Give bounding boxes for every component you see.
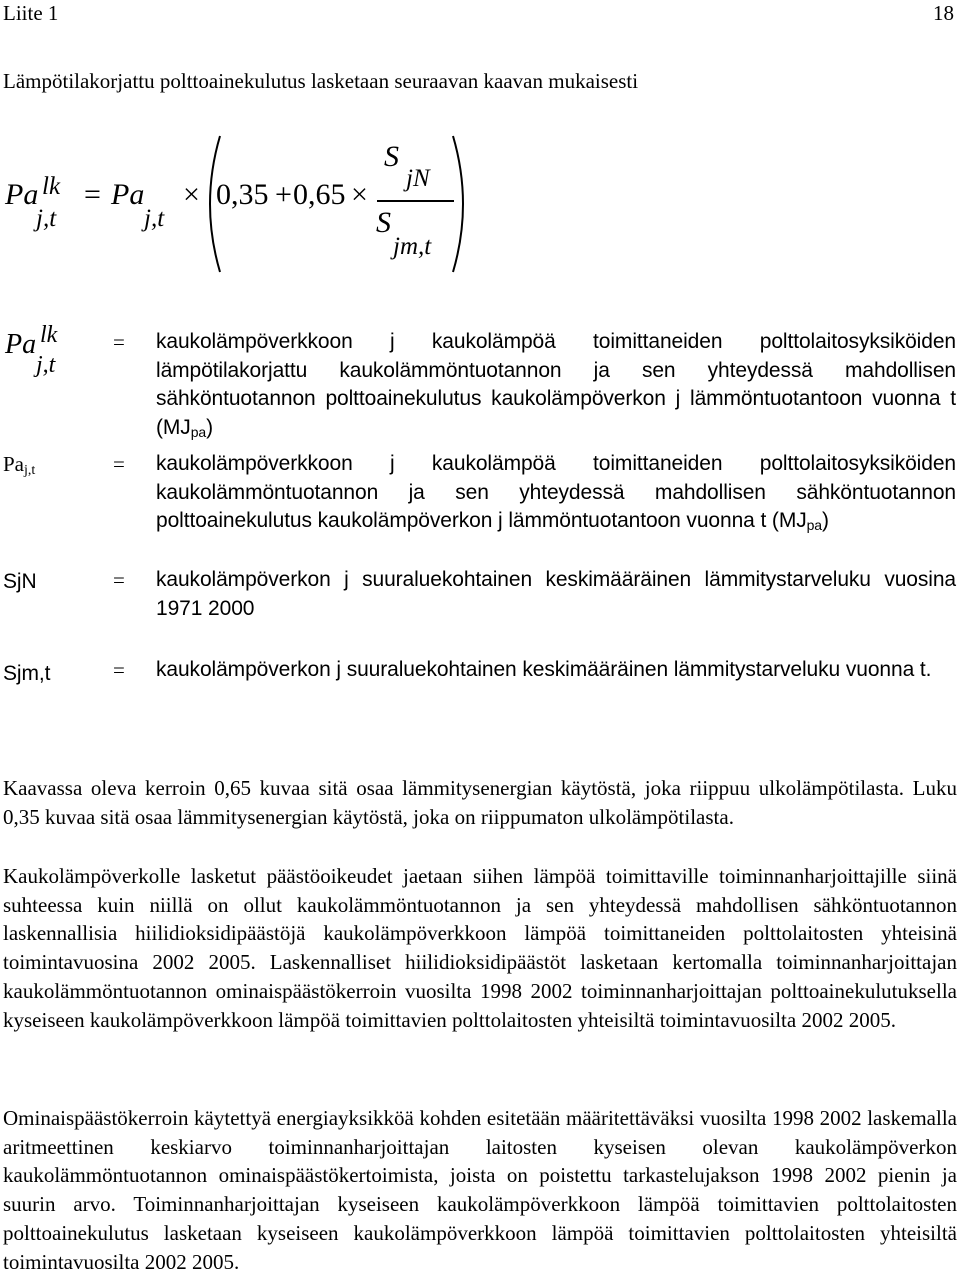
def1-unit-sub: pa [190, 424, 207, 441]
formula-lhs-sub: j,t [36, 205, 57, 232]
paragraph-coefficient: Kaavassa oleva kerroin 0,65 kuvaa sitä osaa lämmitysenergian käytöstä, joka riippuu ulkolämpötilasta. Luku 0,35 kuvaa sitä osaa lämmitysenergian käytöstä, joka on riippumaton ulkolämpötilasta. [3, 776, 957, 829]
def3-text: kaukolämpöverkon j suuraluekohtainen keskimääräinen lämmitystarveluku vuosina 1971 2000 [156, 568, 956, 620]
paragraph-emission-factor: Ominaispäästökerroin käytettyä energiayksikköä kohden esitetään määritettäväksi vuosilta 1998 2002 laskemalla aritmeettinen keskiarvo toiminnanharjoittajan laitosten kyseisen olevan kaukolämpöverkon kaukolämmöntuotannon ominaispäästökertoimista, joista on poistettu tarkastelujakson 1998 2002 pienin ja suurin arvo. Toiminnanharjoittajan kyseiseen kaukolämpöverkkoon lämpöä toimittavien polttolaitosten polttoainekulutus lasketaan kyseiseen kaukolämpöverkkoon lämpöä toimittavien polttolaitosten yhteisiltä toimintavuosilta 2002 2005. [3, 1106, 957, 1274]
paragraph-allocation: Kaukolämpöverkolle lasketut päästöoikeudet jaetaan siihen lämpöä toimittaville toiminnanharjoittajille siinä suhteessa kuin niillä on ollut kaukolämmöntuotannon ja sen yhteydessä mahdollisen sähköntuotannon laskennallisia hiilidioksidipäästöjä kaukolämpöverkkoon lämpöä toimittaneiden polttolaitosten yhteisinä toimintavuosina 2002 2005. Laskennalliset hiilidioksidipäästöt lasketaan kertomalla toiminnanharjoittajan kaukolämmöntuotannon ominaispäästökerroin vuosilta 1998 2002 toiminnanharjoittajan polttoainekulutuksella kyseiseen kaukolämpöverkkoon lämpöä toimittavien polttolaitosten yhteisiltä toimintavuosilta 2002 2005. [3, 864, 957, 1032]
def2-term-sub: j,t [24, 463, 36, 478]
def2-close: ) [822, 509, 829, 533]
formula-fraction-bar [377, 200, 454, 202]
intro-text: Lämpötilakorjattu polttoainekulutus lasketaan seuraavan kaavan mukaisesti [3, 69, 639, 93]
appendix-label: Liite 1 [3, 1, 59, 25]
def4-text: kaukolämpöverkon j suuraluekohtainen keskimääräinen lämmitystarveluku vuonna t. [156, 658, 932, 681]
definition-term-2 [3, 450, 35, 478]
def2-equals: = [113, 452, 125, 476]
def1-term-base: Pa [5, 329, 37, 360]
page-number: 18 [933, 1, 954, 25]
formula-num-base: S [384, 140, 399, 173]
def1-text [156, 328, 956, 443]
formula-plus: + [275, 178, 292, 211]
def1-close: ) [206, 416, 213, 440]
formula-rhs-base: Pa [111, 178, 145, 211]
def2-text [156, 450, 956, 536]
formula-den-base: S [376, 206, 391, 239]
def2-term-base: Pa [3, 452, 24, 476]
formula-const-1: 0,35 [216, 178, 269, 211]
formula-lhs-sup: lk [42, 173, 61, 200]
formula-den-sub: jm,t [393, 233, 432, 260]
formula [0, 120, 480, 270]
formula-times-1: × [183, 178, 200, 211]
def4-equals: = [113, 658, 125, 682]
formula-equals: = [84, 178, 101, 211]
def1-body: kaukolämpöverkkoon j kaukolämpöä toimittaneiden polttolaitosyksiköiden lämpötilakorjattu kaukolämmöntuotannon ja sen yhteydessä mahdollisen sähköntuotannon polttoainekulutus kaukolämpöverkon j lämmöntuotantoon vuonna t (MJ [156, 330, 956, 440]
formula-times-2: × [351, 178, 368, 211]
definition-term-1 [0, 318, 110, 388]
formula-num-sub: jN [406, 165, 430, 192]
formula-rhs-sub: j,t [144, 205, 165, 232]
def1-term-sup: lk [40, 322, 58, 348]
def3-equals: = [113, 568, 125, 592]
formula-paren-right [447, 134, 477, 274]
def2-body: kaukolämpöverkkoon j kaukolämpöä toimittaneiden polttolaitosyksiköiden kaukolämmöntuotannon ja sen yhteydessä mahdollisen sähköntuotannon polttoainekulutus kaukolämpöverkon j lämmöntuotantoon vuonna t (MJ [156, 452, 956, 533]
def2-unit-sub: pa [806, 517, 822, 534]
def1-equals: = [113, 330, 125, 354]
def1-term-sub: j,t [36, 352, 56, 378]
formula-const-2: 0,65 [293, 178, 346, 211]
formula-lhs-base: Pa [5, 178, 39, 211]
definition-term-4: Sjm,t [3, 662, 51, 685]
definition-term-3: SjN [3, 570, 37, 593]
